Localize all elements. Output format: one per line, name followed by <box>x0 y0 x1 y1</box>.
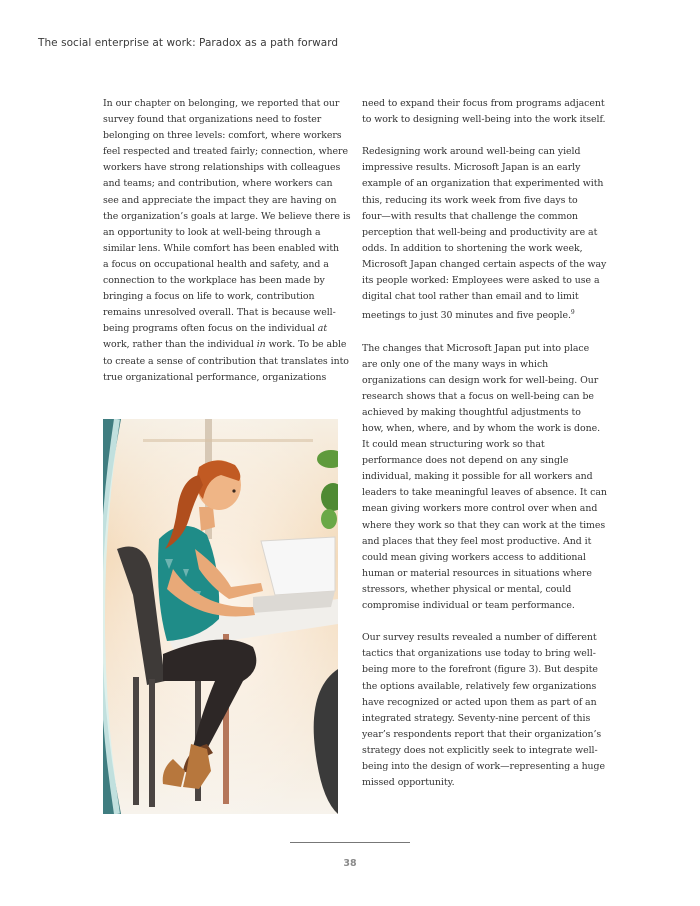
text-line: how, when, where, and by whom the work is done. <box>362 423 601 434</box>
text-line: workers have strong relationships with colleagues <box>103 162 341 174</box>
text-line: compromise individual or team performance. <box>362 600 575 612</box>
footer-divider <box>290 842 410 843</box>
illustration-woman-at-laptop <box>103 419 338 814</box>
left-column <box>103 96 351 402</box>
text-line: human or material resources in situations where <box>362 567 592 579</box>
emphasis-at: at <box>317 323 328 335</box>
page-number: 38 <box>343 858 357 869</box>
text-line: a focus on occupational health and safety, and a <box>103 258 329 270</box>
text-line: need to expand their focus from programs adjacent <box>362 98 605 109</box>
text-line: year’s respondents report that their organization’s <box>362 728 602 740</box>
left-paragraph <box>103 96 351 386</box>
text-line: impressive results. Microsoft Japan is an early <box>362 162 581 174</box>
text-line: performance does not depend on any single <box>362 455 569 467</box>
text-line: individual, making it possible for all workers and <box>362 471 593 483</box>
text-line: example of an organization that experimented with <box>362 178 604 190</box>
text-line: achieved by making thoughtful adjustments to <box>362 406 581 418</box>
right-paragraph-2 <box>362 144 607 324</box>
right-paragraph-3 <box>362 341 607 615</box>
text-line: digital chat tool rather than email and to limit <box>362 291 579 303</box>
text-line: and places that they feel most productive. And it <box>362 535 592 547</box>
text-line: being into the design of work—representing a huge <box>362 760 605 772</box>
text-line: the organization’s goals at large. We believe there is <box>103 210 351 222</box>
text-line: stressors, whether physical or mental, could <box>362 583 572 595</box>
text-line <box>103 337 347 353</box>
text-line: true organizational performance, organizations <box>103 371 327 383</box>
text-line: perception that well-being and productivity are at <box>362 226 598 238</box>
text-line: Microsoft Japan changed certain aspects of the way <box>362 258 607 270</box>
right-column <box>362 96 607 807</box>
text-line: tactics that organizations use today to bring well- <box>362 648 596 660</box>
text-line: are only one of the many ways in which <box>362 358 549 370</box>
text-line <box>103 321 343 337</box>
text-line: being more to the forefront (figure 3). But despite <box>362 664 598 676</box>
text-line: leaders to take meaningful leaves of absence. It can <box>362 487 607 499</box>
text-line: survey found that organizations need to foster <box>103 114 322 126</box>
text-line: to create a sense of contribution that translates into <box>103 355 349 367</box>
text-run: work. To be able <box>265 339 347 351</box>
text-line: mean giving workers more control over when and <box>362 503 598 515</box>
text-run: work, rather than the individual <box>103 339 257 351</box>
text-run: meetings to just 30 minutes and five people. <box>362 310 571 322</box>
text-line: to work to designing well-being into the work itself. <box>362 114 606 126</box>
footnote-marker: 9 <box>570 309 575 317</box>
text-line: four—with results that challenge the common <box>362 210 578 222</box>
text-line: Redesigning work around well-being can yield <box>362 146 581 158</box>
text-line: organizations can design work for well-being. Our <box>362 374 599 386</box>
text-line: bringing a focus on life to work, contribution <box>103 291 315 303</box>
text-line: where they work so that they can work at the times <box>362 519 606 531</box>
text-line: its people worked: Employees were asked to use a <box>362 275 600 287</box>
text-line: belonging on three levels: comfort, where workers <box>103 130 342 142</box>
text-line: The changes that Microsoft Japan put into place <box>362 342 590 354</box>
text-line: integrated strategy. Seventy-nine percent of this <box>362 712 591 724</box>
text-line: have recognized or acted upon them as part of an <box>362 696 597 708</box>
text-line: and teams; and contribution, where workers can <box>103 178 333 190</box>
text-run: being programs often focus on the individual <box>103 323 318 335</box>
running-header: The social enterprise at work: Paradox as a path forward <box>38 37 339 49</box>
text-line: remains unresolved overall. That is because well- <box>103 307 336 319</box>
text-line: this, reducing its work week from five days to <box>362 194 578 206</box>
text-line: an opportunity to look at well-being through a <box>103 226 321 238</box>
text-line: missed opportunity. <box>362 777 455 789</box>
text-line: connection to the workplace has been made by <box>103 275 325 287</box>
text-line: similar lens. While comfort has been enabled with <box>103 242 340 254</box>
text-line <box>362 305 602 324</box>
text-line: odds. In addition to shortening the work week, <box>362 242 583 254</box>
text-line: Our survey results revealed a number of different <box>362 632 597 644</box>
text-line: see and appreciate the impact they are having on <box>103 194 337 206</box>
right-paragraph-1 <box>362 96 606 128</box>
text-line: the options available, relatively few organizations <box>362 680 597 692</box>
right-paragraph-4 <box>362 630 605 791</box>
text-line: research shows that a focus on well-being can be <box>362 390 594 402</box>
emphasis-in: in <box>256 339 266 351</box>
text-line: It could mean structuring work so that <box>362 439 545 451</box>
text-line: could mean giving workers access to additional <box>362 551 586 563</box>
text-line: In our chapter on belonging, we reported that our <box>103 98 340 109</box>
text-line: strategy does not explicitly seek to integrate well- <box>362 744 598 756</box>
text-line: feel respected and treated fairly; connection, where <box>103 146 348 158</box>
